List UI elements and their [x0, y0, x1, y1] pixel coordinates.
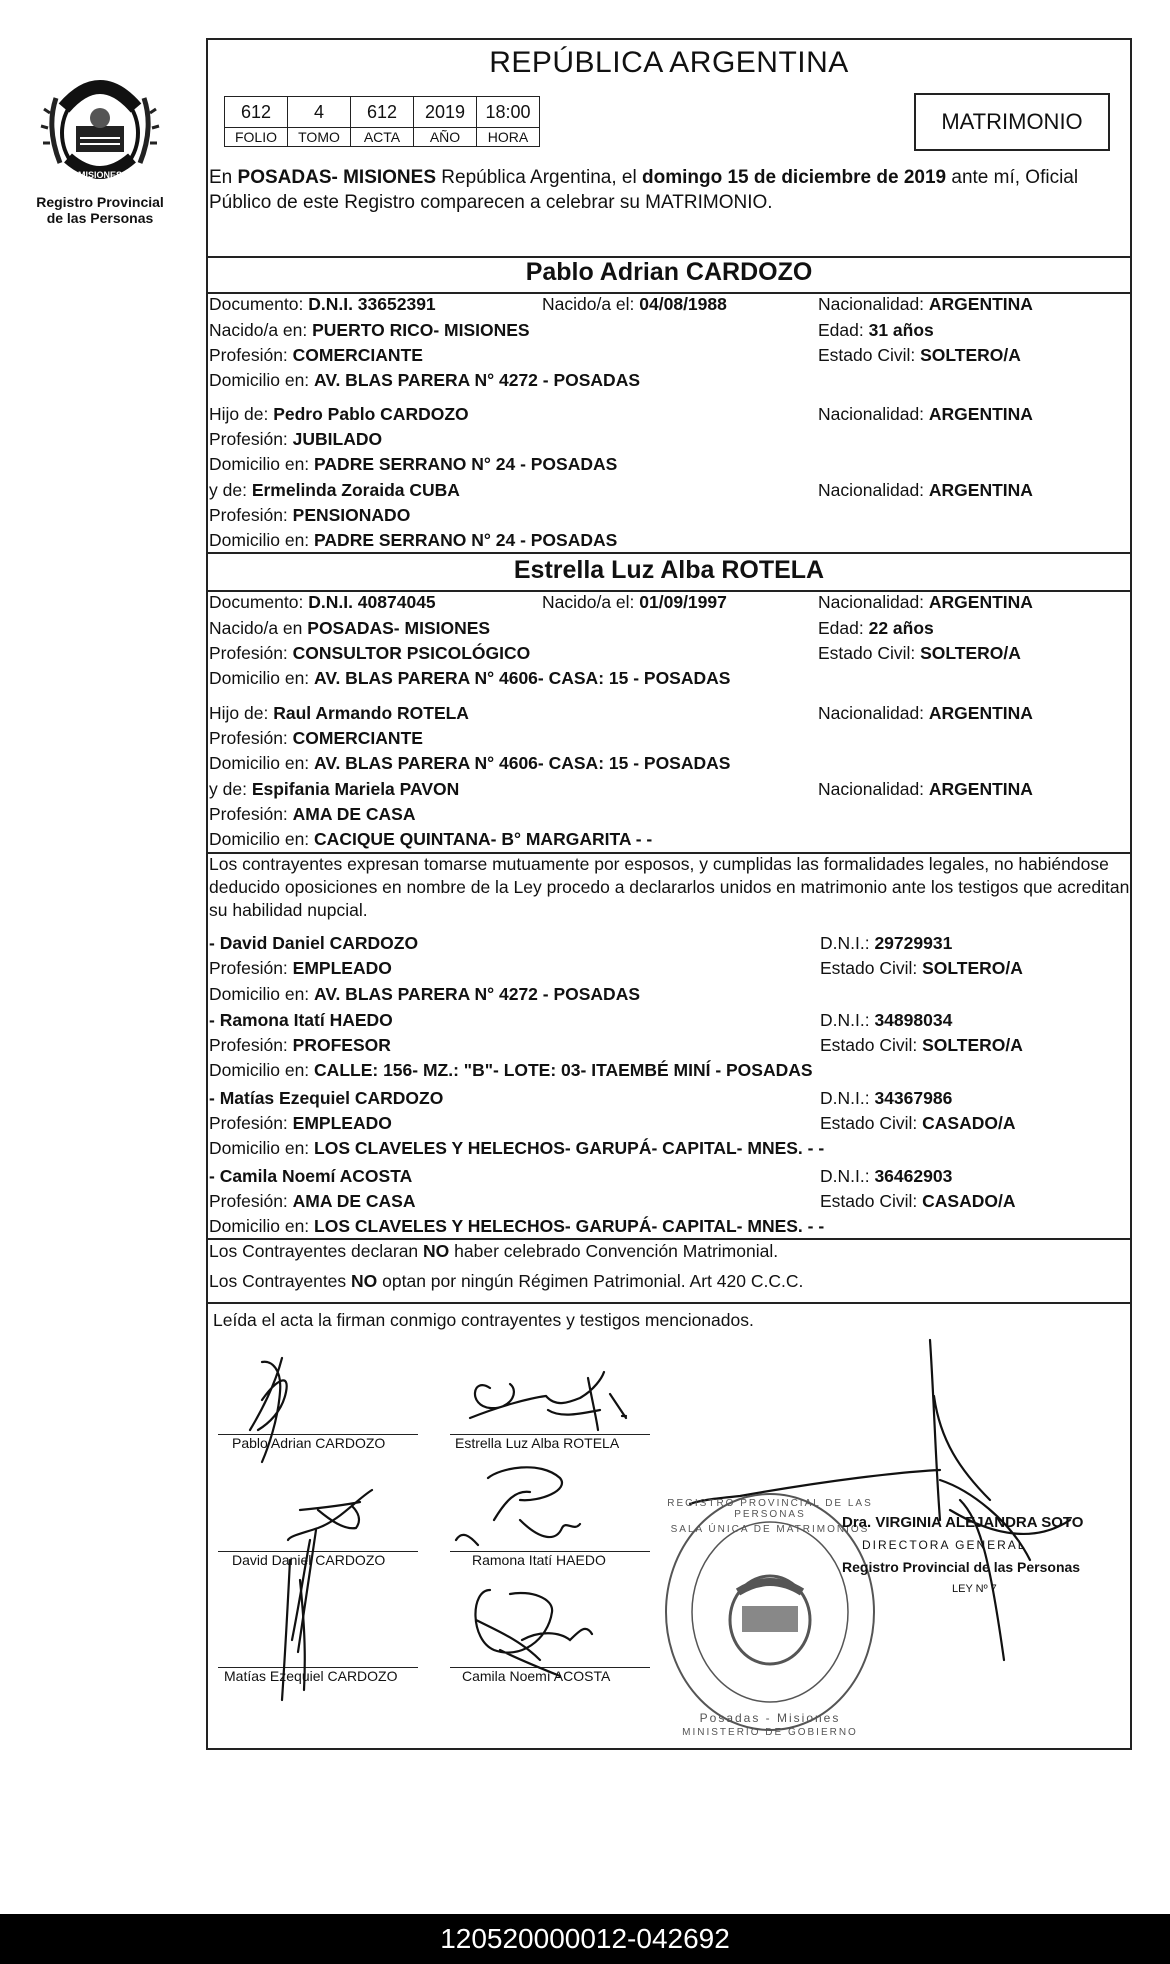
- convention-line-2: Los Contrayentes NO optan por ningún Régimen Patrimonial. Art 420 C.C.C.: [209, 1271, 804, 1291]
- divider: [206, 552, 1132, 554]
- signature-label: Ramona Itatí HAEDO: [472, 1552, 606, 1568]
- convention-line-1: Los Contrayentes declaran NO haber celebrado Convención Matrimonial.: [209, 1241, 779, 1261]
- official-signature-block: Dra. VIRGINIA ALEJANDRA SOTO DIRECTORA GENERAL Registro Provincial de las Personas LEY Nº 7: [842, 1514, 1084, 1595]
- acta-label: ACTA: [351, 128, 414, 147]
- document-code-bar: 120520000012-042692: [0, 1914, 1170, 1964]
- folio-label: FOLIO: [225, 128, 288, 147]
- page-title: REPÚBLICA ARGENTINA: [489, 46, 849, 79]
- spouse1-name: Pablo Adrian CARDOZO: [525, 258, 813, 286]
- stamp-text: REGISTRO PROVINCIAL DE LAS PERSONAS SALA ÚNICA DE MATRIMONIOS Posadas - Misiones MINISTERIO DE GOBIERNO: [667, 1498, 873, 1738]
- spouse2-name: Estrella Luz Alba ROTELA: [513, 556, 825, 584]
- signature-label: Estrella Luz Alba ROTELA: [455, 1435, 620, 1451]
- hour-value: 18:00: [477, 97, 540, 128]
- divider: [206, 1302, 1132, 1304]
- province-seal-icon: [38, 58, 162, 188]
- acta-value: 612: [351, 97, 414, 128]
- logo-caption: Registro Provincial de las Personas: [36, 194, 164, 226]
- tomo-label: TOMO: [288, 128, 351, 147]
- year-value: 2019: [414, 97, 477, 128]
- divider: [206, 1238, 1132, 1240]
- signature-label: David Daniel CARDOZO: [232, 1552, 386, 1568]
- record-table: [224, 96, 540, 147]
- intro-paragraph: En POSADAS- MISIONES República Argentina, el domingo 15 de diciembre de 2019 ante mí, Oficial Público de este Registro comparecen a celebrar su MATRIMONIO.: [209, 167, 1079, 213]
- signature-label: Matías Ezequiel CARDOZO: [224, 1668, 398, 1684]
- signature-label: Camila Noemí ACOSTA: [462, 1668, 611, 1684]
- tomo-value: 4: [288, 97, 351, 128]
- signature-label: Pablo Adrian CARDOZO: [232, 1435, 386, 1451]
- hour-label: HORA: [477, 128, 540, 147]
- act-type-box: MATRIMONIO: [914, 93, 1110, 151]
- closing-text: Leída el acta la firman conmigo contrayentes y testigos mencionados.: [213, 1310, 754, 1330]
- declaration-paragraph: Los contrayentes expresan tomarse mutuamente por esposos, y cumplidas las formalidades legales, no habiéndose deducido oposiciones en nombre de la Ley procedo a declararlos unidos en matrimonio ante los testigos que acreditan su habilidad nupcial.: [209, 854, 1130, 920]
- year-label: AÑO: [414, 128, 477, 147]
- folio-value: 612: [225, 97, 288, 128]
